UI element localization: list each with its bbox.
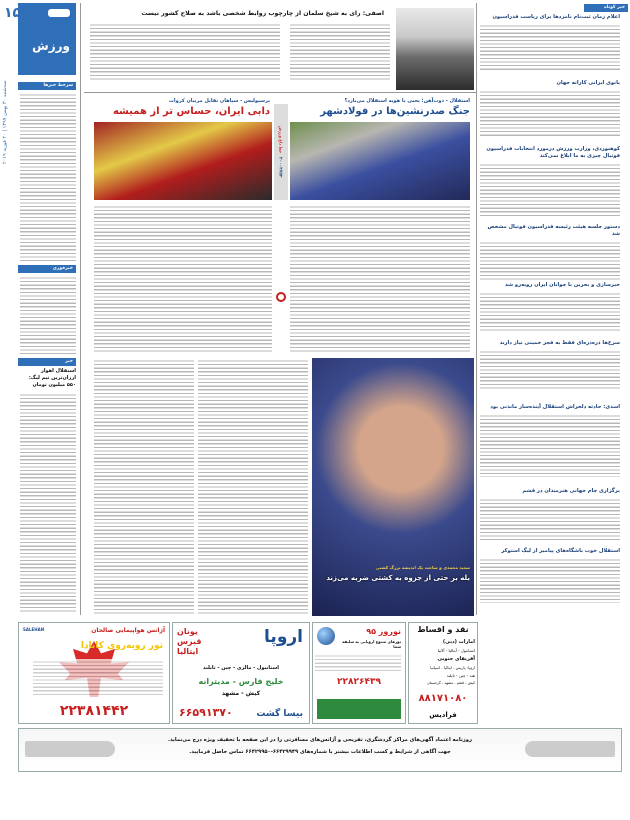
page-number: ۱۵ <box>4 5 22 21</box>
ad2-sub2: کیش - مشهد <box>221 690 261 697</box>
airplane-icon <box>25 741 115 757</box>
main-right-photo <box>290 122 470 200</box>
top-story-photo <box>396 8 474 90</box>
ad4-line2: استانبول - آنتالیا - آلانیا <box>437 648 475 653</box>
ad4-phone: ۸۸۱۷۱۰۸۰ <box>418 693 468 704</box>
ad3-title: نوروز ۹۵ <box>366 627 401 636</box>
top-story-text-right <box>290 22 390 82</box>
feature-text-left <box>94 358 194 616</box>
left-divider <box>80 3 81 615</box>
bottom-banner[interactable] <box>18 728 622 772</box>
section-title: ورزش <box>32 39 70 53</box>
hotline-box <box>274 104 288 200</box>
ad3-footer <box>317 699 401 719</box>
ad3-text <box>315 653 401 673</box>
right-item: دستور جلسه هیئت رئیسه فدراسیون فوتبال مشخص شد <box>480 224 620 282</box>
airplane-icon <box>525 741 615 757</box>
section-dot-icon <box>276 292 286 302</box>
left-briefs-tag: سرخط خبرها <box>18 82 76 90</box>
left-story-text <box>20 392 76 612</box>
ad2-cities: استانبول - مالزی - چین - تایلند <box>203 665 279 671</box>
left-news-tag: خبر <box>18 358 76 366</box>
date-line: سه‌شنبه ۳۰ بهمن ۱۳۹۷ | ۲۰ فوریه ۲۰۱۹ <box>2 80 8 164</box>
ad3-sub: تورهای متنوع اروپایی به سلیقه شما <box>342 639 401 649</box>
main-left-text <box>94 204 272 354</box>
top-story-headline: اصفی: رای به شیخ سلمان از چارچوب روابط شخصی باشد به صلاح کشور نیست <box>141 10 384 17</box>
ad1-big: تور روبه‌روی کانادا <box>80 641 163 651</box>
right-item: برگزاری جام جهانی هنرمندان در قشم <box>480 488 620 548</box>
left-briefs-text <box>20 92 76 262</box>
main-left-kicker: پرسپولیس - سپاهان تقابل مربیان کروات <box>168 98 270 104</box>
ad1-text <box>33 659 163 697</box>
ad-europe[interactable] <box>172 622 310 724</box>
main-left-photo <box>94 122 272 200</box>
ad2-sub: خلیج فارس - مدیترانه <box>198 677 284 686</box>
feature-caption-small: سعید محمدی و ساخت یک اندیشه بزرگ کشتی <box>375 565 470 570</box>
banner-line2: جهت آگاهی از شرایط و کسب اطلاعات بیشتر با شماره‌های ۶۶۴۲۹۹۴۹-۶۶۴۲۹۹۵۰ تماس حاصل فرمایید. <box>189 749 451 755</box>
ad4-line1: امارات (دبی) <box>442 639 475 645</box>
right-item: اعلام زمان ثبت‌نام نامزدها برای ریاست فدراسیون <box>480 14 620 80</box>
ad4-title: نقد و اقساط <box>417 625 469 634</box>
main-left-headline: دابی ایران، حساس تر از همیشه <box>112 106 270 117</box>
right-item: اسدی: حادثه دلخراش استقلال آینده‌ساز ماندنی بود <box>480 404 620 488</box>
ad4-line4: اروپا: پاریس - ایتالیا - اسپانیا <box>430 665 475 670</box>
ad4-brand: فرادیس <box>429 711 457 719</box>
ad1-title: آژانس هواپیمایی صالحان <box>91 627 165 634</box>
left-transfer-text <box>20 275 76 355</box>
feature-caption-main: بله بر حتی از جزوه به کشتی ضربه می‌زند <box>326 574 470 582</box>
ad2-top: یونان <box>177 627 198 636</box>
ad1-brand: SALEHAN <box>23 627 45 632</box>
ad4-line5: هند - چین - تایلند <box>446 673 475 678</box>
right-item: خبرسازی و بحرین با جوانان ایران روبه‌رو شد <box>480 282 620 340</box>
right-news-list <box>480 14 620 616</box>
right-item: سرخ‌ها ذره‌ذره‌ای فقط به فجر خمینی نیاز دارند <box>480 340 620 404</box>
right-tag: خبر کوتاه <box>584 4 628 12</box>
ad-nowruz[interactable] <box>312 622 406 724</box>
globe-icon <box>317 627 335 645</box>
top-story-rule <box>84 92 476 93</box>
ad-salehan[interactable] <box>18 622 170 724</box>
hotline-number: ۲۰۰۰۲۷۵۳ <box>278 157 284 178</box>
ad2-line2: ایتالیا <box>177 647 199 656</box>
right-divider <box>476 3 477 615</box>
top-story-text <box>90 22 280 82</box>
ad3-phone: ۲۲۸۲۶۴۳۹ <box>337 677 381 687</box>
ad2-brand: بیسا گشت <box>256 709 303 719</box>
left-story-title: استقلال اهواز ارزان‌ترین تیم لیگ: ۵۵۰ میلیون تومان <box>28 368 76 388</box>
main-right-kicker: استقلال - ذوب‌آهن؛ یحیی با هوپه استقلال می‌بازد؟ <box>344 98 470 104</box>
masthead <box>4 3 76 75</box>
hotline-label: خط داغ ورزش <box>278 126 284 154</box>
right-item: بانوی ایرانی کاراته جهان <box>480 80 620 146</box>
main-right-headline: جنگ صدرنشین‌ها در فولادشهر <box>320 106 470 117</box>
ad-aghsat[interactable] <box>408 622 478 724</box>
ad2-line: قبرس <box>177 637 202 646</box>
main-right-text <box>290 204 470 354</box>
left-transfer-tag: خبرفوری <box>18 265 76 273</box>
ad4-line6: کیش - قشم - مشهد - گرجستان <box>426 681 475 685</box>
ad4-line3: آفریقای جنوبی <box>437 656 475 662</box>
ad1-phone: ۲۲۳۸۱۴۴۲ <box>59 703 129 719</box>
banner-line1: روزنامه اعتماد آگهی‌های مراکز گردشگری، تفریحی و آژانس‌های مسافرتی را در این صفحه با تخفیف ویژه درج می‌نماید. <box>168 737 472 743</box>
ad2-big: اروپا <box>264 627 303 647</box>
right-item: کوهنوردی، وزارت ورزش درمورد انتخابات فدراسیون فوتبال چیزی به ما ابلاغ نمی‌کند <box>480 146 620 224</box>
logo-emblem <box>48 9 70 17</box>
feature-text-mid <box>198 358 308 616</box>
right-item: استقلال خوب باشگاه‌های پیامبر از لیگ استوکر <box>480 548 620 612</box>
ad2-phone: ۶۶۵۹۱۳۷۰ <box>179 706 233 719</box>
